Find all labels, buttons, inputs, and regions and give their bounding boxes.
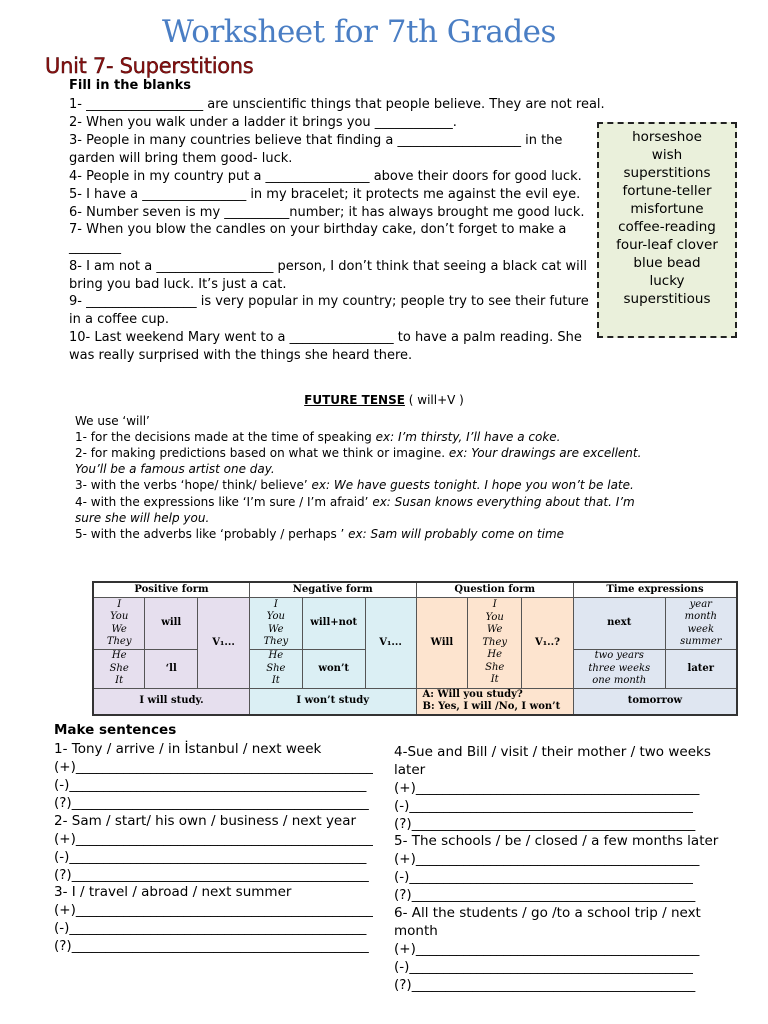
time-word: year: [689, 598, 712, 610]
pronoun: He: [487, 649, 503, 660]
future-rule: [75, 510, 209, 526]
make-line: 3- I / travel / abroad / next summer: [54, 884, 292, 900]
future-rule: [75, 494, 635, 510]
rule-text: 2- for making predictions based on what we think or imagine.: [75, 446, 449, 460]
rule-text: 3- with the verbs ‘hope/ think/ believe’: [75, 478, 312, 492]
pronoun-cell: [93, 650, 145, 689]
fill-line: 9- _________________ is very popular in my country; people try to see their future: [69, 294, 589, 309]
fill-line: 7- When you blow the candles on your birthday cake, don’t forget to make a: [69, 222, 567, 237]
example-question-b: B: Yes, I will /No, I won’t: [422, 701, 561, 712]
make-line: later: [394, 762, 426, 778]
time-word: week: [687, 623, 715, 635]
example-question-a: A: Will you study?: [422, 688, 523, 700]
pronoun-cell: [93, 598, 145, 650]
fill-line: 5- I have a ________________ in my bracelet; it protects me against the evil eye.: [69, 187, 581, 202]
unit-title: Unit 7- Superstitions: [45, 54, 254, 78]
make-line: (-)__________________________________________: [394, 798, 693, 814]
make-line: 1- Tony / arrive / in İstanbul / next week: [54, 741, 322, 757]
rule-text: 5- with the adverbs like ‘probably / perhaps ’: [75, 527, 349, 541]
time-word: three weeks: [588, 662, 651, 674]
fill-line: in a coffee cup.: [69, 312, 170, 327]
future-rule: [75, 429, 561, 445]
future-rule: [75, 461, 275, 477]
word-bank-item: horseshoe: [632, 129, 702, 145]
pronoun: She: [266, 662, 286, 674]
fill-line: 6- Number seven is my __________number; it has always brought me good luck.: [69, 205, 585, 220]
future-rule: [75, 477, 634, 493]
fill-line: garden will bring them good- luck.: [69, 151, 293, 166]
header-question: Question form: [416, 582, 573, 598]
make-line: (+)__________________________________________: [394, 941, 700, 957]
fill-line: 2- When you walk under a ladder it brings you ____________.: [69, 115, 457, 130]
rule-text: 1- for the decisions made at the time of speaking: [75, 430, 376, 444]
fill-line: 4- People in my country put a ________________ above their doors for good luck.: [69, 169, 582, 184]
make-line: 6- All the students / go /to a school trip / next: [394, 905, 701, 921]
rule-example: ex: Your drawings are excellent.: [448, 446, 642, 460]
pronoun-cell: [249, 598, 302, 650]
make-line: (?)__________________________________________: [394, 816, 696, 832]
make-line: (?)____________________________________________: [54, 867, 369, 883]
example-negative: I won’t study: [249, 688, 416, 715]
make-line: (+)__________________________________________: [394, 780, 700, 796]
example-question: [416, 688, 573, 715]
fill-line: was really surprised with the things she heard there.: [69, 348, 413, 363]
pronoun: I: [273, 598, 278, 610]
question-verb: V₁..?: [522, 598, 574, 689]
rule-example: sure she will help you.: [75, 511, 210, 525]
make-line: (?)____________________________________________: [54, 938, 369, 954]
pronoun: We: [111, 623, 127, 635]
pronoun: He: [111, 650, 127, 661]
word-bank-item: superstitious: [623, 291, 711, 307]
negative-will: will+not: [302, 598, 365, 650]
example-time: tomorrow: [573, 688, 737, 715]
pronoun: They: [482, 636, 508, 648]
rule-example: You’ll be a famous artist one day.: [75, 462, 275, 476]
make-line: (+)____________________________________________: [54, 831, 373, 847]
fill-line: 1- __________________ are unscientific things that people believe. They are not real.: [69, 97, 605, 112]
fill-line: 8- I am not a __________________ person, I don’t think that seeing a black cat will: [69, 259, 588, 274]
grammar-table: [92, 581, 738, 716]
future-tense-formula: ( will+V ): [404, 393, 464, 407]
word-bank-item: lucky: [649, 273, 685, 289]
word-bank-item: blue bead: [633, 255, 701, 271]
question-will: Will: [416, 598, 468, 689]
pronoun: We: [487, 624, 503, 635]
make-sentences-heading: Make sentences: [54, 722, 177, 738]
word-bank-item: misfortune: [630, 201, 704, 217]
pronoun: It: [115, 675, 124, 686]
make-line: (?)____________________________________________: [54, 795, 369, 811]
example-positive: I will study.: [93, 688, 249, 715]
make-line: 4-Sue and Bill / visit / their mother / two weeks: [394, 744, 711, 760]
make-line: (+)____________________________________________: [54, 759, 373, 775]
time-word: one month: [592, 675, 647, 686]
pronoun: She: [485, 661, 505, 673]
time-later: later: [665, 650, 737, 689]
time-word: summer: [680, 636, 722, 647]
rule-example: ex: Susan knows everything about that. I’m: [372, 495, 635, 509]
future-intro: We use ‘will’: [75, 414, 150, 428]
rule-example: ex: We have guests tonight. I hope you won’t be late.: [311, 478, 634, 492]
pronoun: They: [263, 636, 289, 647]
worksheet-title: Worksheet for 7th Grades: [162, 14, 556, 50]
pronoun: She: [109, 662, 129, 674]
rule-text: 4- with the expressions like ‘I’m sure / I’m afraid’: [75, 495, 373, 509]
header-negative: Negative form: [249, 582, 416, 598]
future-rule: [75, 445, 641, 461]
header-time: Time expressions: [573, 582, 737, 598]
make-line: 5- The schools / be / closed / a few months later: [394, 833, 719, 849]
time-later-list: [573, 650, 665, 689]
fill-blanks-heading: Fill in the blanks: [69, 78, 191, 93]
make-line: (-)____________________________________________: [54, 777, 367, 793]
pronoun: It: [271, 675, 280, 686]
word-bank-item: fortune-teller: [622, 183, 712, 199]
pronoun: We: [268, 623, 284, 635]
pronoun: You: [110, 611, 129, 622]
pronoun: You: [485, 611, 504, 623]
header-positive: Positive form: [93, 582, 249, 598]
word-bank-item: coffee-reading: [618, 219, 716, 235]
time-word: month: [684, 611, 717, 622]
time-next-list: [665, 598, 737, 650]
make-line: (-)____________________________________________: [54, 849, 367, 865]
fill-line: ________: [69, 240, 121, 255]
rule-example: ex: Sam will probably come on time: [348, 527, 565, 541]
future-tense-title: FUTURE TENSE: [304, 393, 405, 407]
pronoun-cell: [249, 650, 302, 689]
time-next: next: [573, 598, 665, 650]
make-line: (-)__________________________________________: [394, 959, 693, 975]
fill-line: bring you bad luck. It’s just a cat.: [69, 277, 287, 292]
future-tense-heading: [0, 393, 768, 407]
negative-verb: V₁...: [365, 598, 416, 689]
fill-line: 3- People in many countries believe that finding a ___________________ in the: [69, 133, 563, 148]
make-line: (-)____________________________________________: [54, 920, 367, 936]
word-bank-item: four-leaf clover: [616, 237, 718, 253]
negative-short: won’t: [302, 650, 365, 689]
make-line: (+)____________________________________________: [54, 902, 373, 918]
pronoun: I: [492, 599, 497, 610]
fill-line: 10- Last weekend Mary went to a ________________ to have a palm reading. She: [69, 330, 582, 345]
pronoun: They: [106, 636, 132, 647]
positive-will: will: [145, 598, 198, 650]
make-line: (-)__________________________________________: [394, 869, 693, 885]
word-bank-box: [597, 122, 737, 338]
pronoun: I: [117, 598, 122, 610]
positive-verb: V₁...: [198, 598, 250, 689]
pronoun: You: [266, 611, 285, 622]
make-line: month: [394, 923, 438, 939]
pronoun: He: [268, 650, 284, 661]
make-line: (?)__________________________________________: [394, 977, 696, 993]
positive-short: ‘ll: [145, 650, 198, 689]
time-word: two years: [594, 650, 644, 661]
rule-example: ex: I’m thirsty, I’ll have a coke.: [375, 430, 561, 444]
word-bank-item: superstitions: [623, 165, 711, 181]
make-line: (+)__________________________________________: [394, 851, 700, 867]
make-line: (?)__________________________________________: [394, 887, 696, 903]
pronoun: It: [490, 674, 499, 685]
make-line: 2- Sam / start/ his own / business / next year: [54, 813, 357, 829]
pronoun-cell: [468, 598, 522, 689]
word-bank-item: wish: [651, 147, 683, 163]
future-rule: [75, 526, 564, 542]
